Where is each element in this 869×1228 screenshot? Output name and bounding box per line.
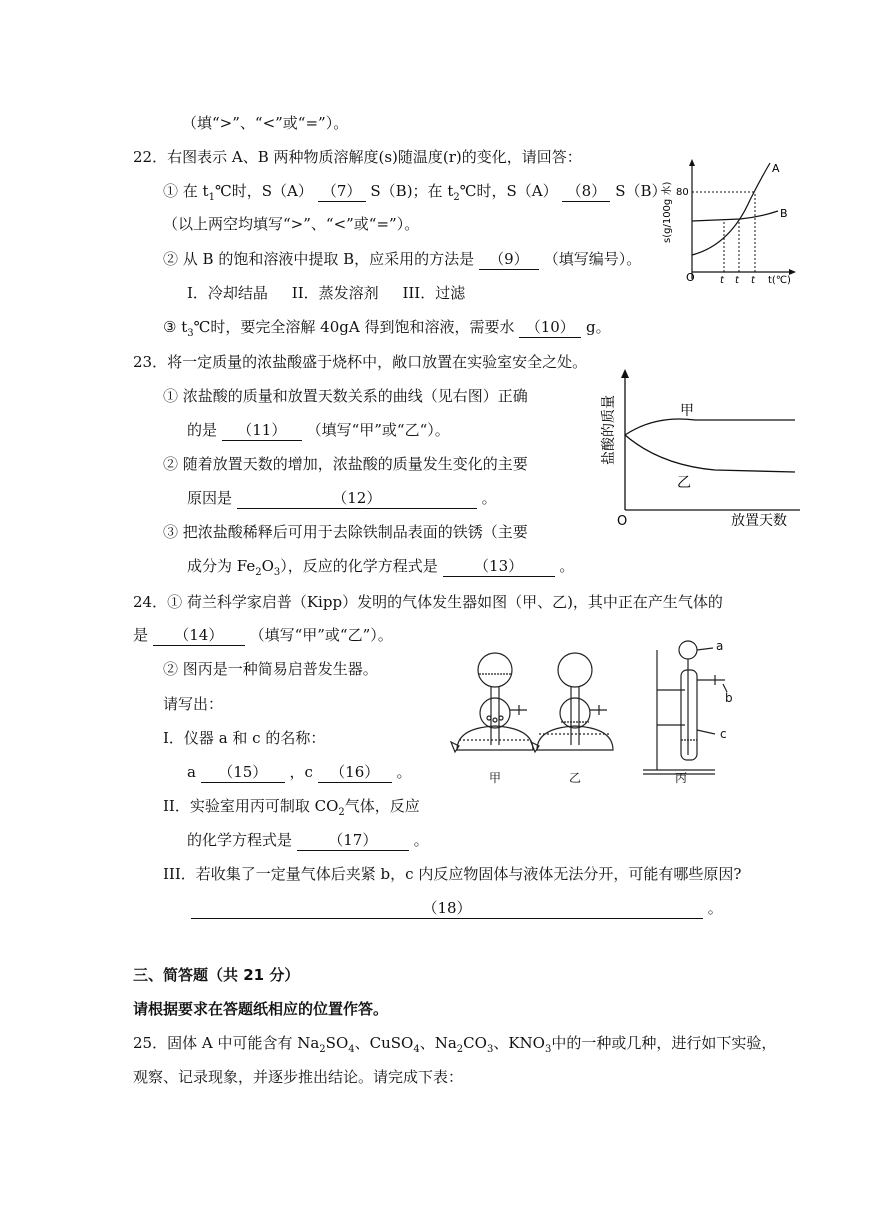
- fig1-label-a: A: [772, 162, 780, 175]
- kipp-generator-jia: [451, 653, 533, 752]
- blank-15[interactable]: （15）: [201, 762, 285, 783]
- q24-part-II-b: 的化学方程式是 （17） 。: [187, 831, 429, 849]
- fig3-label-yi: 乙: [569, 771, 582, 785]
- hcl-mass-figure: [585, 365, 810, 535]
- q24-ask: 请写出：: [163, 695, 224, 713]
- blank-18[interactable]: （18）: [191, 898, 703, 919]
- fig3-label-a: a: [716, 639, 724, 653]
- fig1-t1: t: [720, 275, 724, 286]
- q22-part3: ③ $t_3℃$时，要完全溶解 40gA 得到饱和溶液，需要水 （10） g。: [163, 318, 611, 339]
- blank-13[interactable]: （13）: [443, 556, 555, 577]
- blank-16[interactable]: （16）: [318, 762, 392, 783]
- fig2-ylabel: 盐酸的质量: [601, 395, 617, 465]
- question-25-line2: 观察、记录现象，并逐步推出结论。请完成下表：: [133, 1068, 464, 1086]
- q22-part1: ① 在 $t_1℃$时，S（A） （7） S（B)；在 $t_2℃$时，S（A） （8） S（B）: [163, 182, 667, 203]
- fig1-ylabel: s(g/100g 水): [662, 181, 673, 243]
- question-23: 23．将一定质量的浓盐酸盛于烧杯中，敞口放置在实验室安全之处。: [133, 353, 588, 371]
- fig2-label-jia: 甲: [680, 403, 694, 419]
- text-line: （填“>”、“<”或“=”）。: [182, 114, 349, 132]
- blank-14[interactable]: （14）: [153, 625, 245, 646]
- simple-kipp-bing: [643, 641, 727, 774]
- blank-11[interactable]: （11）: [222, 420, 302, 441]
- q24-part-III: III．若收集了一定量气体后夹紧 b，c 内反应物固体与液体无法分开，可能有哪些原因?: [163, 865, 742, 883]
- question-22: 22．右图表示 A、B 两种物质溶解度(s)随温度(r)的变化，请回答：: [133, 148, 582, 166]
- blank-10[interactable]: （10）: [519, 317, 581, 338]
- q23-part3: ③ 把浓盐酸稀释后可用于去除铁制品表面的铁锈（主要: [163, 523, 528, 541]
- q22-part2: ② 从 B 的饱和溶液中提取 B，应采用的方法是 （9） （填写编号）。: [163, 250, 642, 268]
- blank-12[interactable]: （12）: [237, 488, 477, 509]
- fig1-xlabel: t(℃): [768, 275, 791, 286]
- q22-part1-note: （以上两空均填写“>”、“<”或“=”）。: [163, 215, 420, 233]
- blank-17[interactable]: （17）: [297, 830, 409, 851]
- question-25: 25．固体 A 中可能含有 $Na_2SO_4$、CuSO$_4$、$Na_2CO_3$、$KNO_3$中的一种或几种，进行如下实验，: [133, 1034, 777, 1055]
- q22-options: I．冷却结晶 II．蒸发溶剂 III．过滤: [187, 284, 466, 302]
- fig3-label-c: c: [720, 727, 727, 741]
- q24-part1b: 是 （14） （填写“甲”或“乙”）。: [133, 626, 393, 644]
- fig1-y80: 80: [676, 187, 689, 198]
- q23-part2: ② 随着放置天数的增加，浓盐酸的质量发生变化的主要: [163, 455, 528, 473]
- section-3-title: 三、简答题（共 21 分）: [133, 966, 300, 984]
- fig1-label-b: B: [780, 207, 788, 220]
- section-3-note: 请根据要求在答题纸相应的位置作答。: [133, 1000, 389, 1018]
- fig2-label-yi: 乙: [677, 475, 691, 491]
- fig2-origin: O: [617, 514, 628, 529]
- fig3-label-b: b: [725, 691, 733, 705]
- q24-part-II: II．实验室用丙可制取 $CO_2$气体，反应: [163, 797, 420, 818]
- q23-part2b: 原因是 （12） 。: [187, 489, 497, 507]
- kipp-generator-yi: [531, 653, 613, 752]
- q24-part-I-blanks: a （15） ，c （16） 。: [187, 763, 412, 781]
- fig1-origin: O: [686, 271, 695, 284]
- q24-part2: ② 图丙是一种简易启普发生器。: [163, 660, 378, 678]
- fig3-label-jia: 甲: [489, 771, 502, 785]
- kipp-apparatus-figure: [445, 630, 765, 790]
- fig2-xlabel: 放置天数: [731, 513, 787, 529]
- q23-part1: ① 浓盐酸的质量和放置天数关系的曲线（见右图）正确: [163, 387, 528, 405]
- q24-part-III-blank: （18） 。: [191, 898, 723, 919]
- fig3-label-bing: 丙: [675, 771, 688, 785]
- q24-part-I: I．仪器 a 和 c 的名称：: [163, 729, 326, 747]
- blank-7[interactable]: （7）: [318, 181, 366, 202]
- blank-8[interactable]: （8）: [562, 181, 610, 202]
- q23-part1b: 的是 （11） （填写“甲”或“乙“）。: [187, 421, 450, 439]
- fig1-t3: t: [751, 275, 755, 286]
- q23-part3b: 成分为 $Fe_2O_3$），反应的化学方程式是 （13） 。: [187, 557, 575, 578]
- solubility-figure: [660, 155, 800, 290]
- fig1-t2: t: [735, 275, 739, 286]
- question-24: 24．① 荷兰科学家启普（Kipp）发明的气体发生器如图（甲、乙)，其中正在产生气体的: [133, 593, 723, 611]
- blank-9[interactable]: （9）: [479, 249, 539, 270]
